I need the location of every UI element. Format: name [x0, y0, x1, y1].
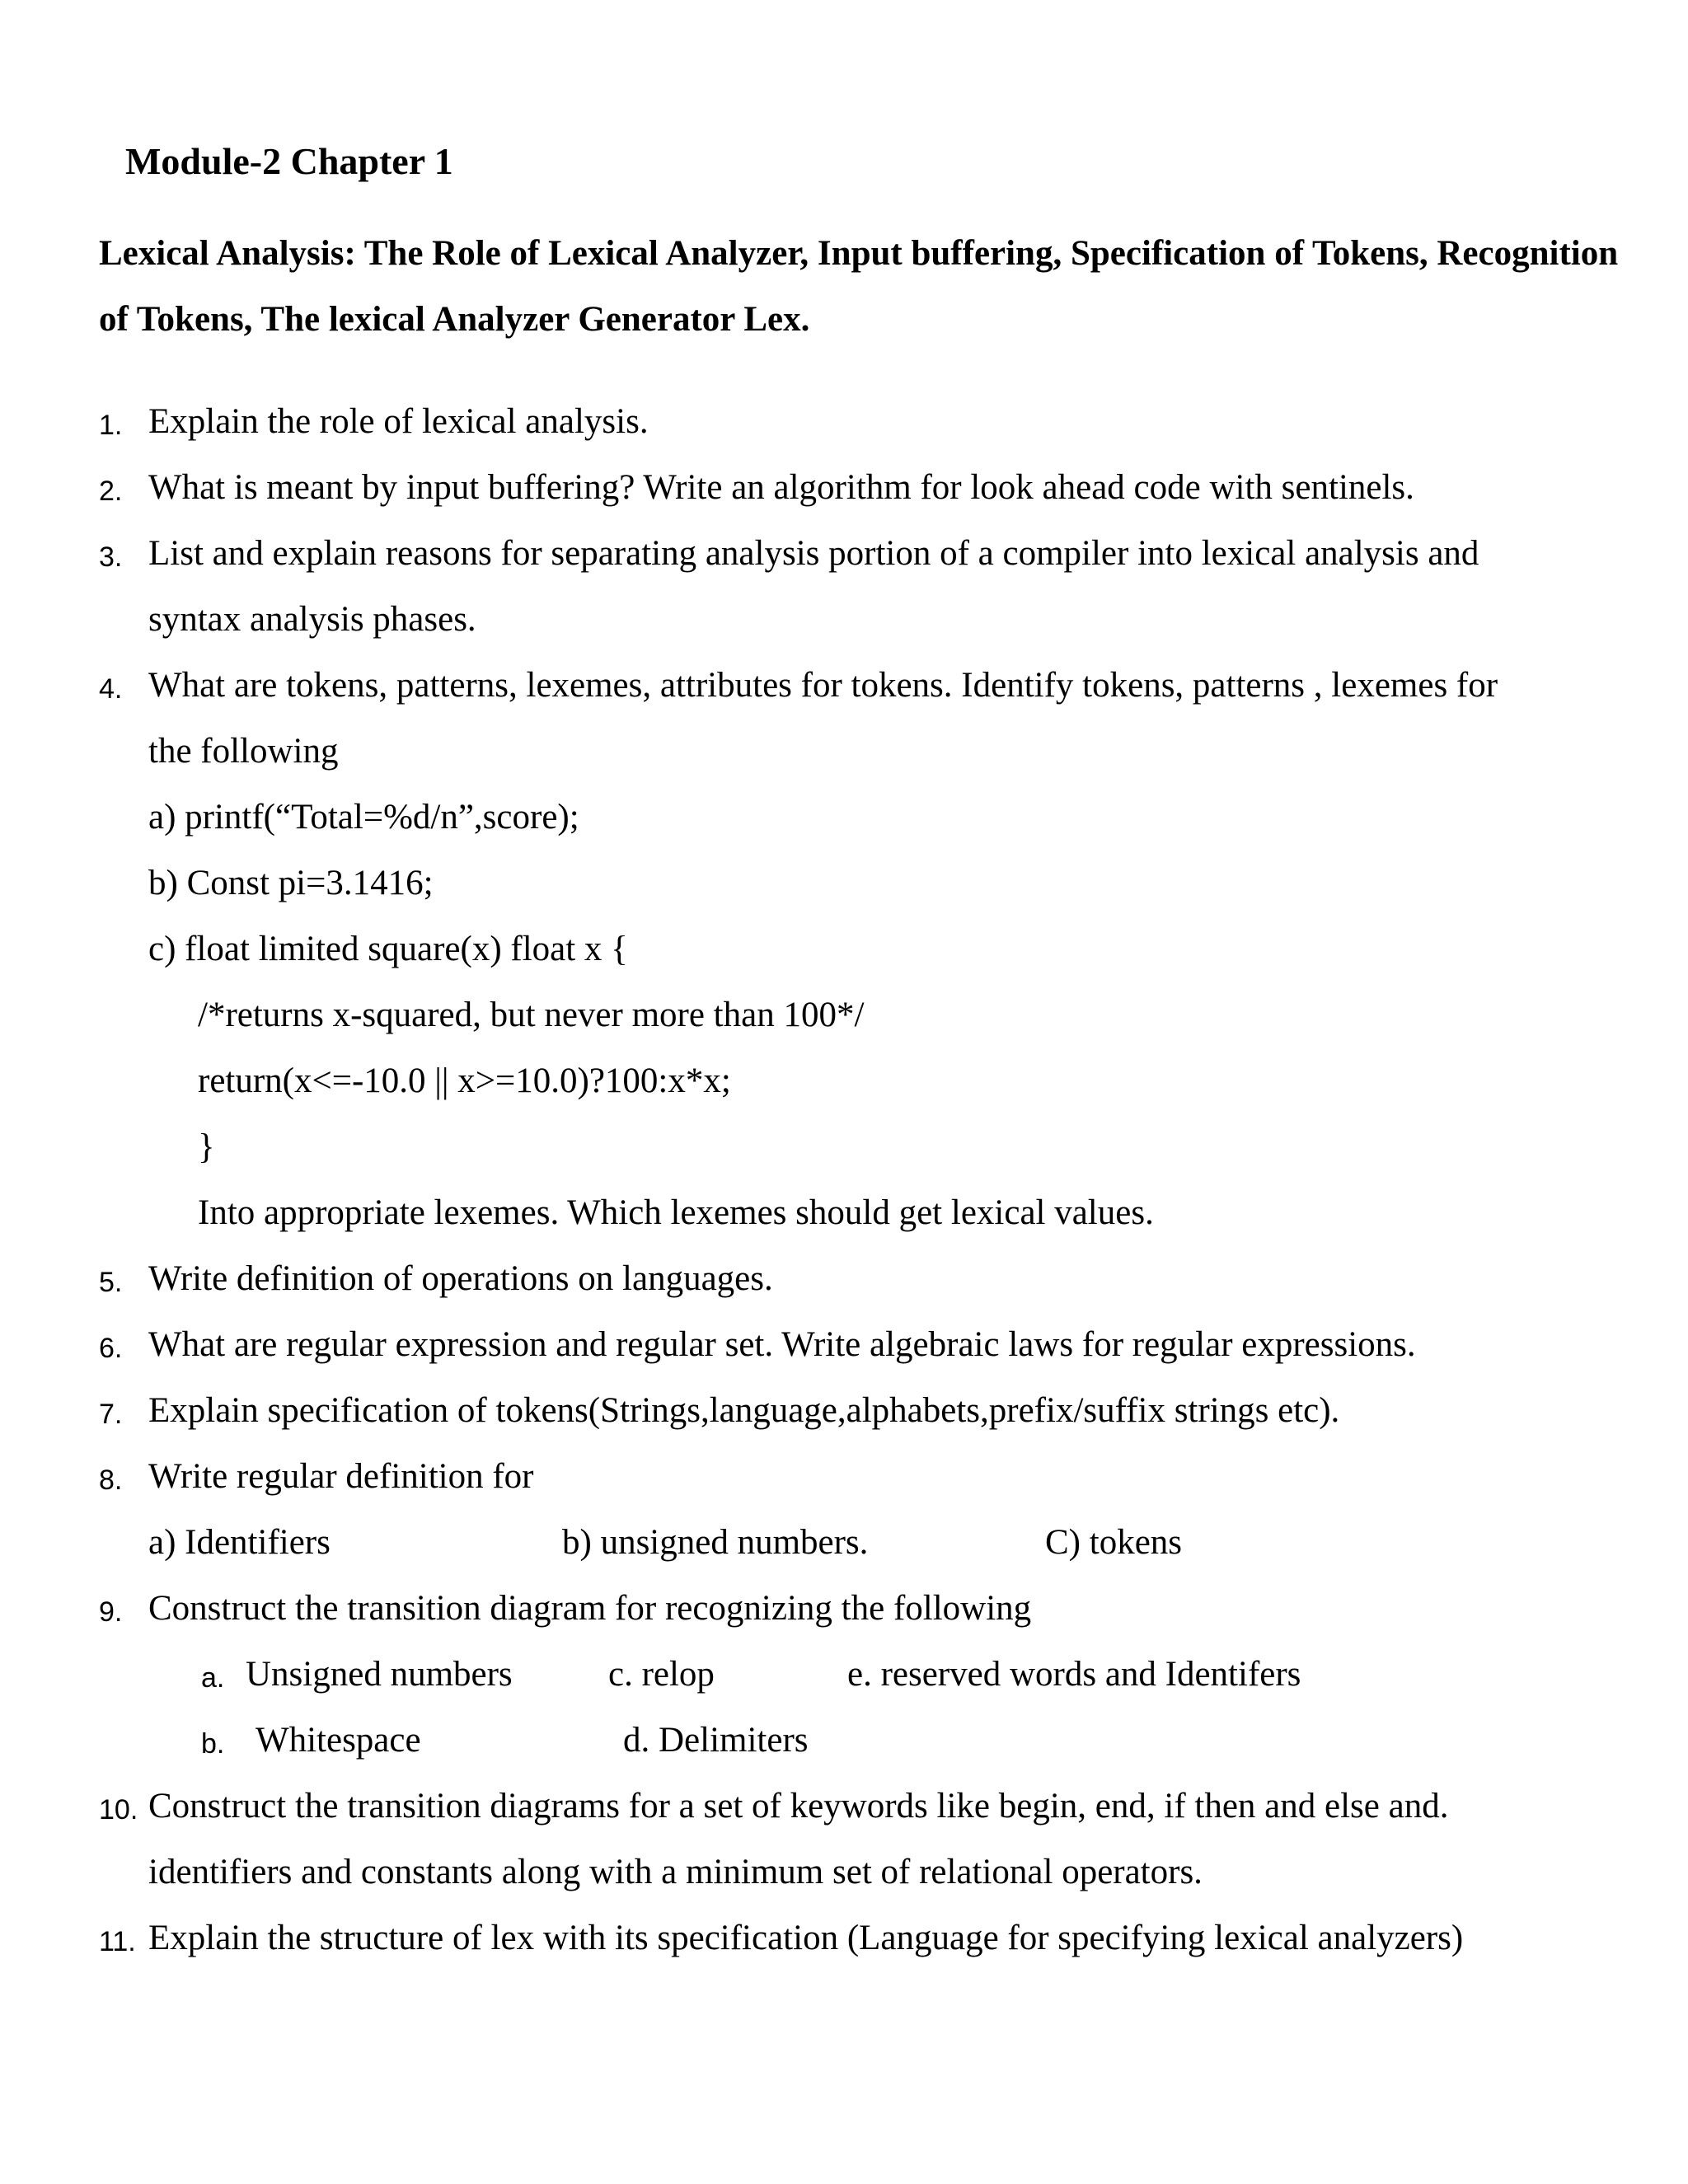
- option-b: b) unsigned numbers.: [562, 1523, 869, 1562]
- code-return-line: return(x<=-10.0 || x>=10.0)?100:x*x;: [198, 1062, 731, 1100]
- question-number: 8.: [99, 1465, 123, 1496]
- option-a: a) Identifiers: [148, 1523, 331, 1562]
- question-number: 4.: [99, 673, 123, 705]
- sub-item-delimiters: d. Delimiters: [623, 1721, 809, 1760]
- question-text: Explain specification of tokens(Strings,language,alphabets,prefix/suffix strings etc).: [148, 1391, 1340, 1430]
- option-c: C) tokens: [1045, 1523, 1183, 1562]
- question-text-line2: the following: [148, 732, 339, 771]
- question-text-line2: identifiers and constants along with a minimum set of relational operators.: [148, 1853, 1203, 1891]
- sub-item-relop: c. relop: [608, 1655, 715, 1694]
- code-comment-line: /*returns x-squared, but never more than 100*/: [198, 996, 865, 1034]
- code-closing-brace: }: [198, 1127, 215, 1166]
- question-number: 3.: [99, 541, 123, 573]
- question-number: 11.: [99, 1926, 136, 1957]
- sub-item-a: a) printf(“Total=%d/n”,score);: [148, 798, 579, 837]
- question-text-line1: Construct the transition diagrams for a set of keywords like begin, end, if then and else and.: [148, 1787, 1449, 1825]
- sub-letter-a: a.: [201, 1662, 225, 1694]
- sub-item-b: b) Const pi=3.1416;: [148, 864, 434, 902]
- question-number: 9.: [99, 1596, 123, 1628]
- question-text: What are regular expression and regular set. Write algebraic laws for regular expressions.: [148, 1325, 1416, 1364]
- module-title: Module-2 Chapter 1: [125, 140, 453, 182]
- topics-heading: Lexical Analysis: The Role of Lexical Analyzer, Input buffering, Specification of Tokens, Recognition of Tokens, The lexical Analyzer Generator Lex.: [99, 234, 1619, 339]
- sub-item-reserved-words: e. reserved words and Identifers: [847, 1655, 1301, 1694]
- question-text: Explain the structure of lex with its specification (Language for specifying lexical analyzers): [148, 1919, 1464, 1957]
- question-text: Write definition of operations on languages.: [148, 1259, 773, 1298]
- question-text: Construct the transition diagram for recognizing the following: [148, 1589, 1032, 1628]
- sub-letter-b: b.: [201, 1728, 225, 1760]
- question-text-line2: syntax analysis phases.: [148, 600, 476, 639]
- question-number: 6.: [99, 1333, 123, 1364]
- question-text-line1: What are tokens, patterns, lexemes, attributes for tokens. Identify tokens, patterns , lexemes for: [148, 666, 1498, 705]
- question-number: 5.: [99, 1267, 123, 1298]
- question-number: 10.: [99, 1794, 138, 1825]
- question-closing-text: Into appropriate lexemes. Which lexemes should get lexical values.: [198, 1193, 1154, 1232]
- sub-item-c: c) float limited square(x) float x {: [148, 930, 628, 968]
- question-text-line1: List and explain reasons for separating analysis portion of a compiler into lexical analysis and: [148, 534, 1479, 573]
- question-text: What is meant by input buffering? Write an algorithm for look ahead code with sentinels.: [148, 468, 1414, 507]
- question-text: Write regular definition for: [148, 1457, 534, 1496]
- question-text: Explain the role of lexical analysis.: [148, 402, 649, 441]
- sub-item-whitespace: Whitespace: [256, 1721, 421, 1760]
- question-number: 2.: [99, 476, 123, 507]
- sub-item-unsigned-numbers: Unsigned numbers: [246, 1655, 513, 1694]
- question-number: 7.: [99, 1399, 123, 1430]
- question-number: 1.: [99, 410, 123, 441]
